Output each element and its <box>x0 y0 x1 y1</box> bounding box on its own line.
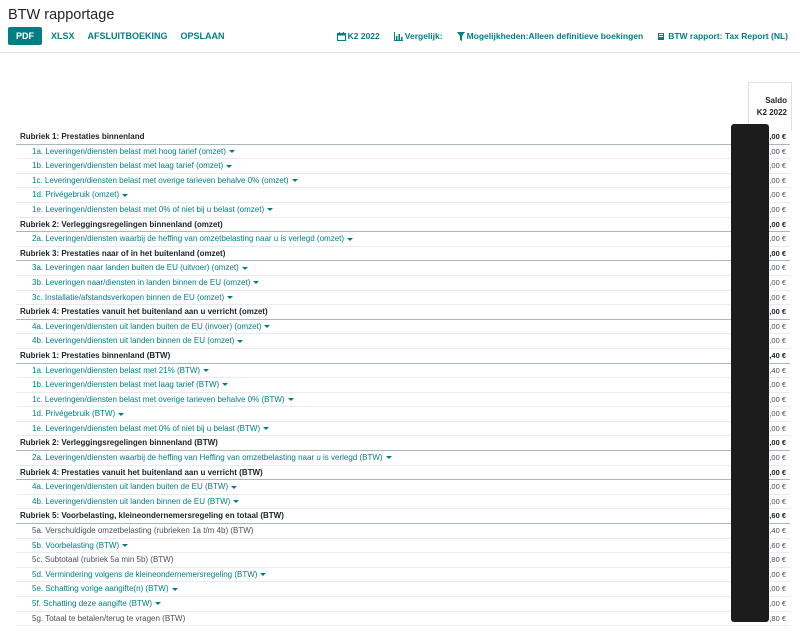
balance-column-period: K2 2022 <box>756 108 787 117</box>
save-button[interactable]: OPSLAAN <box>180 31 225 41</box>
row-label: Rubriek 3: Prestaties naar of in het buitenland (omzet) <box>20 248 226 258</box>
book-icon <box>657 32 666 41</box>
report-line-row[interactable] <box>16 320 790 335</box>
caret-down-icon[interactable] <box>231 486 237 489</box>
row-value: ,00 € <box>769 161 786 171</box>
report-line-row <box>16 553 790 568</box>
row-label: 1a. Leveringen/diensten belast met 21% (BTW) <box>32 365 201 375</box>
report-line-row[interactable] <box>16 261 790 276</box>
caret-down-icon[interactable] <box>288 398 294 401</box>
caret-down-icon[interactable] <box>347 238 353 241</box>
row-value: ,80 € <box>769 555 786 565</box>
xlsx-button[interactable]: XLSX <box>51 31 75 41</box>
row-value: ,00 € <box>769 496 786 506</box>
section-header-row <box>16 509 790 524</box>
row-label: Rubriek 2: Verleggingsregelingen binnenland (BTW) <box>20 438 218 448</box>
period-filter[interactable] <box>337 31 380 41</box>
row-value: ,00 € <box>769 321 786 331</box>
row-value: ,00 € <box>769 569 786 579</box>
row-value: ,00 € <box>769 584 786 594</box>
row-value: ,00 € <box>769 263 786 273</box>
row-value: ,00 € <box>769 132 786 141</box>
options-filter-label: Mogelijkheden:Alleen definitieve boekingen <box>466 31 644 41</box>
row-value: ,00 € <box>769 190 786 200</box>
report-line-row[interactable] <box>16 291 790 306</box>
row-value: ,00 € <box>769 219 786 229</box>
row-value: ,00 € <box>769 409 786 419</box>
caret-down-icon[interactable] <box>260 573 266 576</box>
row-value: ,40 € <box>769 526 786 536</box>
row-value: ,00 € <box>769 234 786 244</box>
row-value: ,00 € <box>769 453 786 463</box>
report-line-row[interactable] <box>16 145 790 160</box>
funnel-icon <box>457 32 465 41</box>
row-label: 3a. Leveringen naar landen buiten de EU (uitvoer) (omzet) <box>32 263 239 273</box>
report-line-row[interactable] <box>16 203 790 218</box>
filter-bar <box>323 27 788 45</box>
caret-down-icon[interactable] <box>253 281 259 284</box>
report-line-row[interactable] <box>16 480 790 495</box>
balance-column-label: Saldo <box>765 96 787 105</box>
report-line-row[interactable] <box>16 188 790 203</box>
row-label: 2a. Leveringen/diensten waarbij de heffing van Heffing van omzetbelasting naar u is verlegd (BTW) <box>32 453 383 463</box>
row-label: 1b. Leveringen/diensten belast met laag tarief (omzet) <box>32 161 224 171</box>
action-buttons <box>8 27 232 45</box>
caret-down-icon[interactable] <box>155 602 161 605</box>
row-value: ,00 € <box>769 248 786 258</box>
pdf-button[interactable]: PDF <box>8 27 42 45</box>
section-header-row <box>16 349 790 364</box>
row-value: ,00 € <box>769 204 786 214</box>
row-value: ,00 € <box>769 394 786 404</box>
row-label: 5b. Voorbelasting (BTW) <box>32 540 120 550</box>
row-label: 1d. Privégebruik (BTW) <box>32 409 116 419</box>
row-label: Rubriek 4: Prestaties vanuit het buitenland aan u verricht (omzet) <box>20 307 268 317</box>
report-line-row[interactable] <box>16 539 790 554</box>
row-label: 3b. Leveringen naar/diensten in landen binnen de EU (omzet) <box>32 277 251 287</box>
report-line-row <box>16 612 790 627</box>
row-value: ,00 € <box>769 175 786 185</box>
report-table <box>16 130 790 626</box>
row-label: 5g. Totaal te betalen/terug te vragen (BTW) <box>32 613 186 623</box>
caret-down-icon[interactable] <box>203 369 209 372</box>
row-label: 4b. Leveringen/diensten uit landen binnen de EU (BTW) <box>32 496 231 506</box>
control-panel <box>0 0 800 53</box>
closing-entry-button[interactable]: AFSLUITBOEKING <box>87 31 168 41</box>
caret-down-icon[interactable] <box>222 383 228 386</box>
row-label: 1c. Leveringen/diensten belast met overige tarieven behalve 0% (omzet) <box>32 175 289 185</box>
row-label: 1a. Leveringen/diensten belast met hoog tarief (omzet) <box>32 146 226 156</box>
row-value: ,80 € <box>769 613 786 623</box>
row-label: Rubriek 2: Verleggingsregelingen binnenland (omzet) <box>20 219 223 229</box>
caret-down-icon[interactable] <box>267 208 273 211</box>
report-filter[interactable] <box>657 31 788 41</box>
row-value: ,00 € <box>769 277 786 287</box>
row-value: ,00 € <box>769 482 786 492</box>
row-label: 3c. Installatie/afstandsverkopen binnen de EU (omzet) <box>32 292 225 302</box>
caret-down-icon[interactable] <box>386 456 392 459</box>
caret-down-icon[interactable] <box>172 588 178 591</box>
caret-down-icon[interactable] <box>292 179 298 182</box>
row-label: 4a. Leveringen/diensten uit landen buiten de EU (invoer) (omzet) <box>32 321 262 331</box>
report-line-row[interactable] <box>16 174 790 189</box>
redaction-bar <box>731 124 769 622</box>
caret-down-icon[interactable] <box>226 165 232 168</box>
report-filter-label: BTW rapport: Tax Report (NL) <box>668 31 788 41</box>
section-header-row <box>16 218 790 233</box>
row-value: ,00 € <box>769 438 786 448</box>
row-label: 4a. Leveringen/diensten uit landen buiten de EU (BTW) <box>32 482 229 492</box>
report-line-row[interactable] <box>16 334 790 349</box>
section-header-row <box>16 436 790 451</box>
section-header-row <box>16 466 790 481</box>
row-value: ,00 € <box>769 380 786 390</box>
report-line-row[interactable] <box>16 407 790 422</box>
row-label: 2a. Leveringen/diensten waarbij de heffing van omzetbelasting naar u is verlegd (omzet) <box>32 234 345 244</box>
row-label: Rubriek 1: Prestaties binnenland (BTW) <box>20 350 171 360</box>
caret-down-icon[interactable] <box>264 325 270 328</box>
row-label: 5f. Schatting deze aangifte (BTW) <box>32 599 153 608</box>
row-value: ,00 € <box>769 467 786 477</box>
caret-down-icon[interactable] <box>122 544 128 547</box>
report-line-row[interactable] <box>16 378 790 393</box>
caret-down-icon[interactable] <box>242 267 248 270</box>
row-value: ,40 € <box>769 350 786 360</box>
page-title: BTW rapportage <box>8 7 115 23</box>
row-label: 5e. Schatting vorige aangifte(n) (BTW) <box>32 584 169 594</box>
bar-chart-icon <box>394 32 403 41</box>
caret-down-icon[interactable] <box>122 194 128 197</box>
calendar-icon <box>337 32 346 41</box>
row-label: 5d. Vermindering volgens de kleineondernemersregeling (BTW) <box>32 569 258 579</box>
caret-down-icon[interactable] <box>229 150 235 153</box>
caret-down-icon[interactable] <box>233 500 239 503</box>
report-line-row[interactable] <box>16 597 790 612</box>
section-header-row <box>16 130 790 145</box>
report-line-row[interactable] <box>16 495 790 510</box>
row-value: ,40 € <box>769 365 786 375</box>
row-label: Rubriek 4: Prestaties vanuit het buitenland aan u verricht (BTW) <box>20 467 263 477</box>
report-line-row[interactable] <box>16 393 790 408</box>
report-line-row[interactable] <box>16 568 790 583</box>
report-line-row[interactable] <box>16 276 790 291</box>
report-line-row[interactable] <box>16 582 790 597</box>
row-value: ,60 € <box>769 540 786 550</box>
row-value: ,00 € <box>769 599 786 608</box>
report-line-row[interactable] <box>16 364 790 379</box>
row-label: Rubriek 5: Voorbelasting, kleineondernemersregeling en totaal (BTW) <box>20 511 284 521</box>
report-line-row[interactable] <box>16 451 790 466</box>
row-label: 4b. Leveringen/diensten uit landen binnen de EU (omzet) <box>32 336 235 346</box>
section-header-row <box>16 247 790 262</box>
row-label: 1e. Leveringen/diensten belast met 0% of niet bij u belast (omzet) <box>32 204 265 214</box>
period-filter-label: K2 2022 <box>347 31 380 41</box>
caret-down-icon[interactable] <box>227 296 233 299</box>
row-label: 5a. Verschuldigde omzetbelasting (rubrieken 1a t/m 4b) (BTW) <box>32 526 254 536</box>
row-value: ,00 € <box>769 146 786 156</box>
row-value: ,60 € <box>769 511 786 521</box>
row-value: ,00 € <box>769 307 786 317</box>
row-label: Rubriek 1: Prestaties binnenland <box>20 132 145 141</box>
options-filter[interactable] <box>457 31 644 41</box>
report-line-row <box>16 524 790 539</box>
row-label: 1d. Privégebruik (omzet) <box>32 190 120 200</box>
comparison-filter[interactable] <box>394 31 443 41</box>
row-label: 1c. Leveringen/diensten belast met overige tarieven behalve 0% (BTW) <box>32 394 285 404</box>
report-line-row[interactable] <box>16 232 790 247</box>
row-value: ,00 € <box>769 292 786 302</box>
section-header-row <box>16 305 790 320</box>
row-value: ,00 € <box>769 336 786 346</box>
row-label: 1b. Leveringen/diensten belast met laag tarief (BTW) <box>32 380 220 390</box>
row-value: ,00 € <box>769 423 786 433</box>
caret-down-icon[interactable] <box>263 427 269 430</box>
report-line-row[interactable] <box>16 159 790 174</box>
row-label: 1e. Leveringen/diensten belast met 0% of niet bij u belast (BTW) <box>32 423 261 433</box>
caret-down-icon[interactable] <box>118 413 124 416</box>
caret-down-icon[interactable] <box>237 340 243 343</box>
report-line-row[interactable] <box>16 422 790 437</box>
comparison-filter-label: Vergelijk: <box>404 31 443 41</box>
row-label: 5c. Subtotaal (rubriek 5a min 5b) (BTW) <box>32 555 174 565</box>
